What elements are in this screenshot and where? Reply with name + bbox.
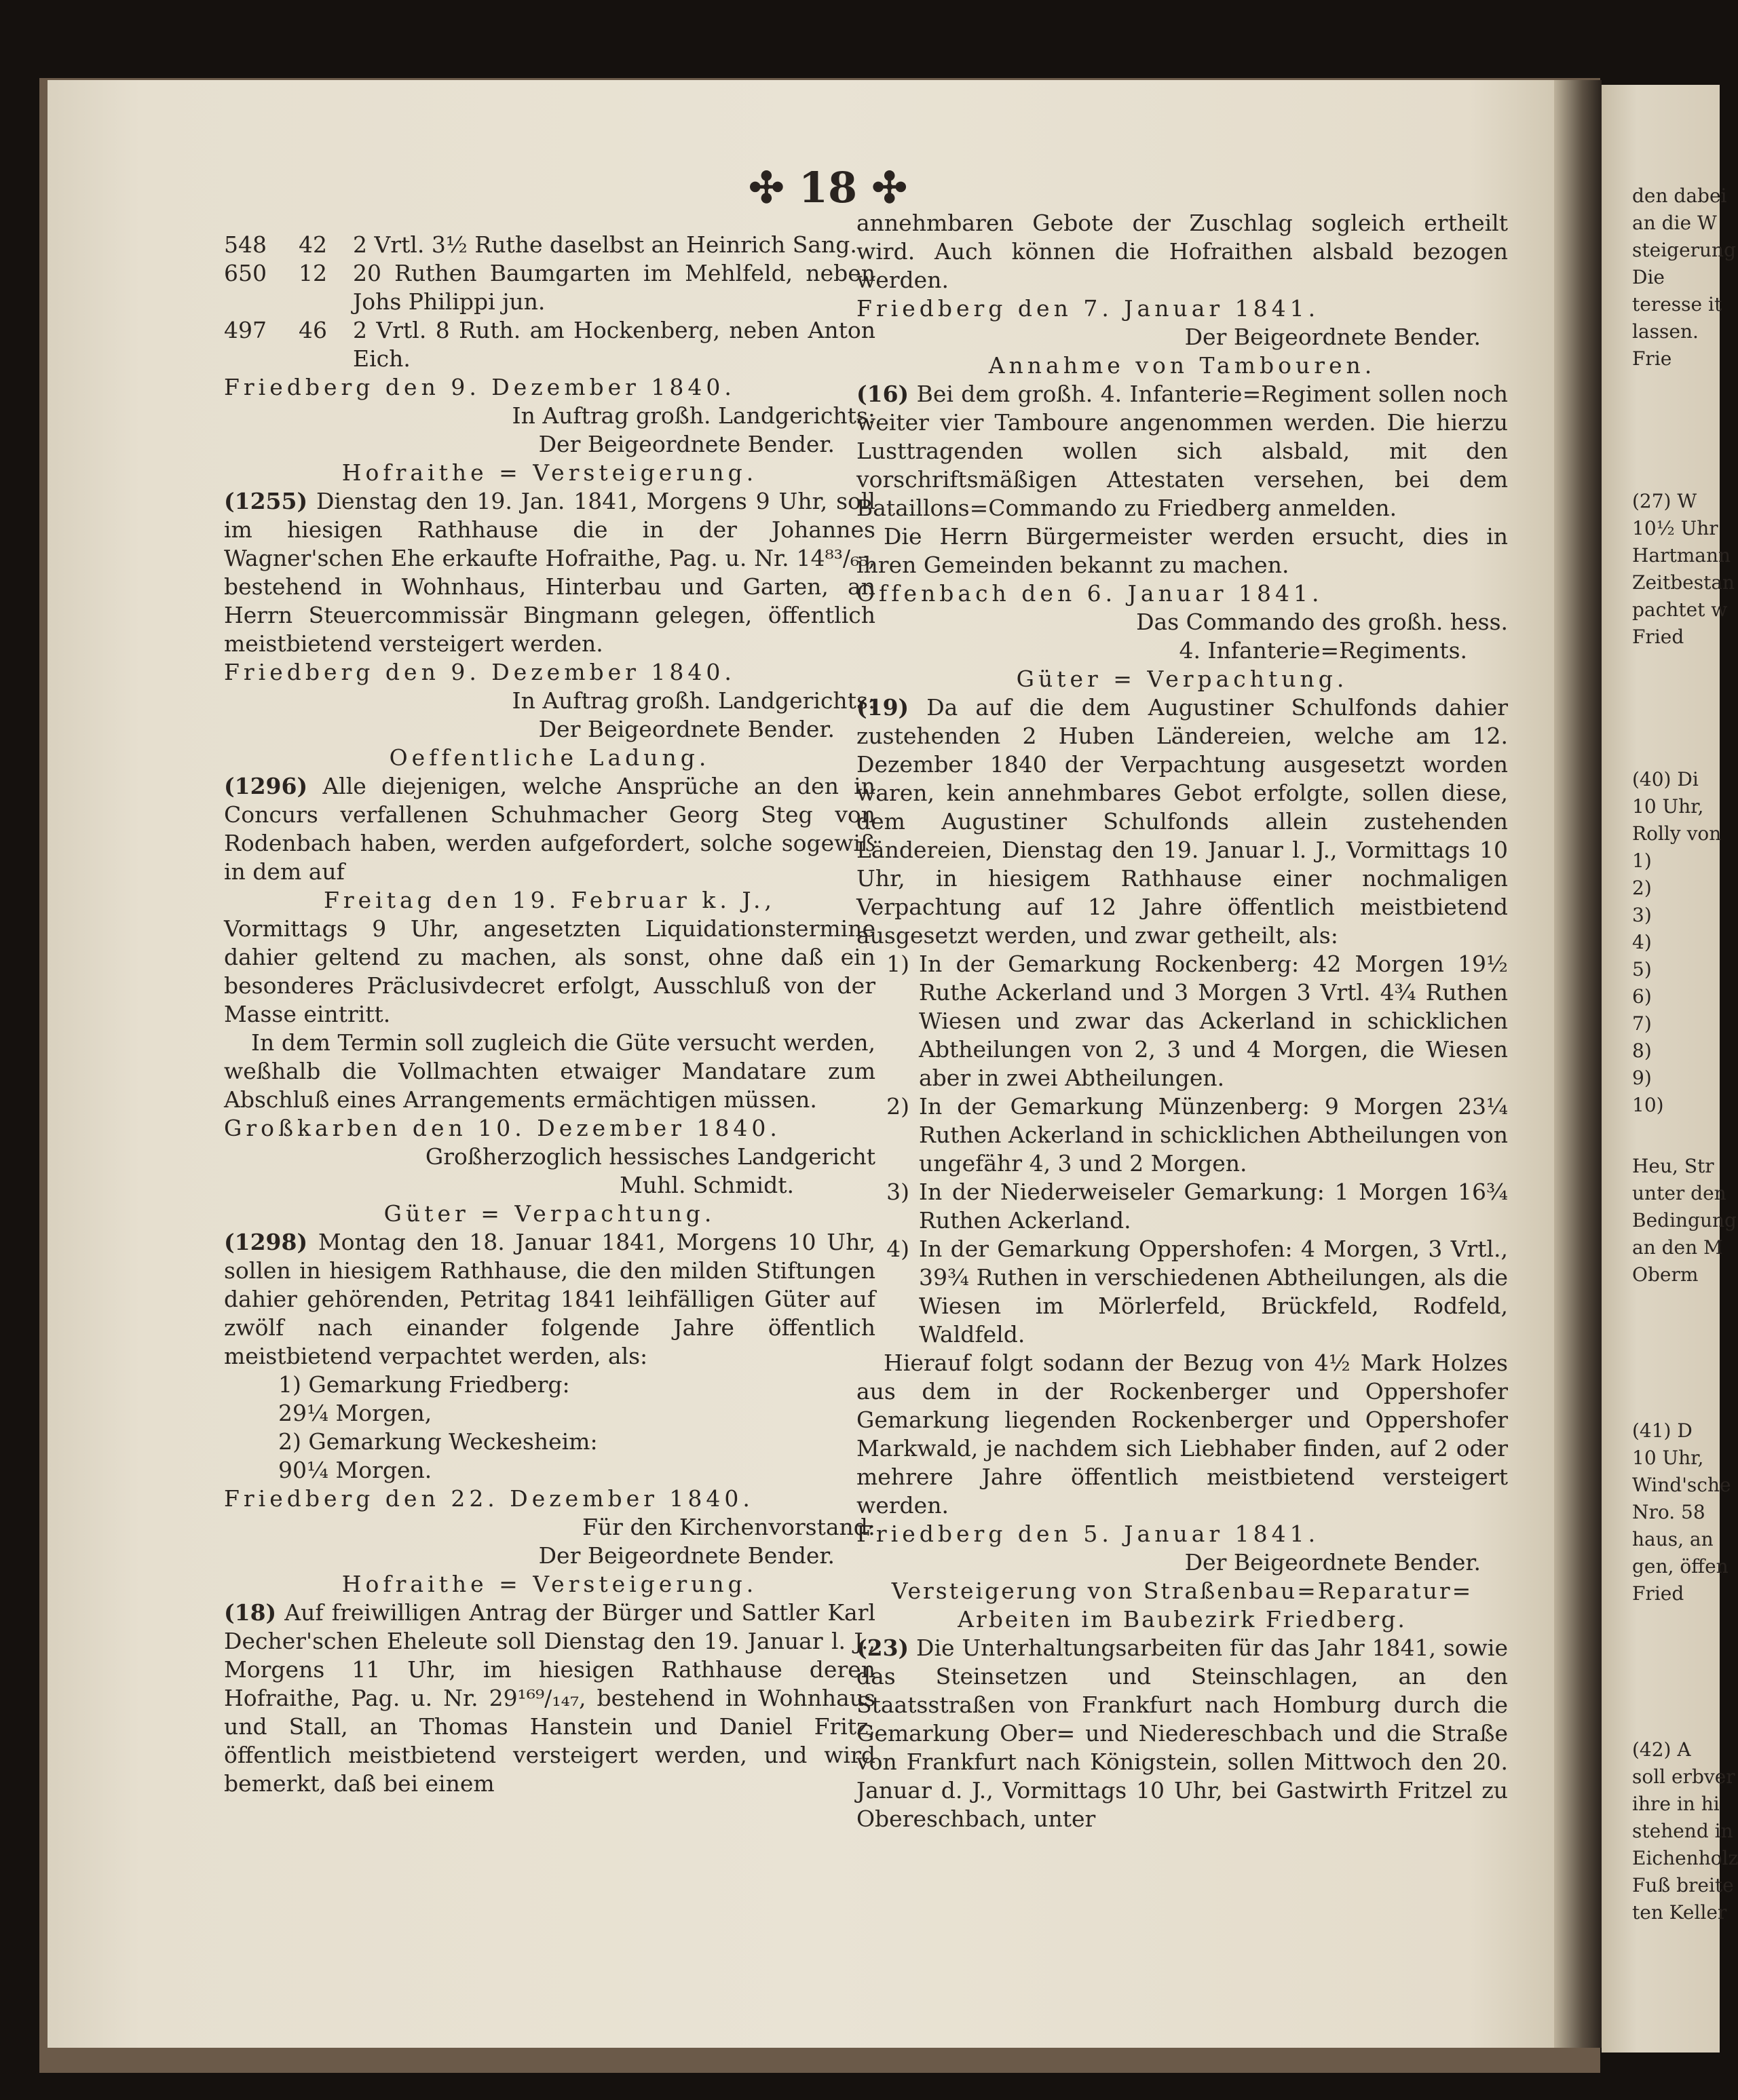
- next-page-fragment: gen, öffen: [1632, 1555, 1728, 1578]
- row-number: 548: [224, 231, 267, 258]
- next-page-fragment: 10½ Uhr: [1632, 517, 1718, 539]
- notice-heading: Güter = Verpachtung.: [383, 1200, 716, 1227]
- next-page-fragment: steigerung: [1632, 239, 1737, 261]
- item-text: In der Gemarkung Rockenberg: 42 Morgen 19½ Ruthe Ackerland und 3 Morgen 3 Vrtl. 4¾ Ruthen Wiesen und zwar das Ackerland in schicklichen Abtheilungen von 2, 3 und 4 Morgen, die Wiesen aber in zwei Abtheilungen.: [919, 951, 1508, 1091]
- list-row: [224, 259, 875, 316]
- row-text: 2 Vrtl. 8 Ruth. am Hockenberg, neben Anton Eich.: [353, 317, 875, 372]
- next-page-fragment: Bedingung: [1632, 1209, 1737, 1232]
- next-page-fragment: unter den: [1632, 1182, 1726, 1204]
- notice-authority: Großherzoglich hessisches Landgericht: [425, 1143, 875, 1170]
- notice-body: [224, 487, 875, 658]
- notice-date-emphasis: Freitag den 19. Februar k. J.,: [323, 887, 776, 913]
- notice-number: (1296): [224, 773, 308, 799]
- row-page: 42: [299, 231, 327, 258]
- notice-text: Hierauf folgt sodann der Bezug von 4½ Mark Holzes aus dem in der Rockenberger und Oppershofer Gemarkung liegenden Rockenberger und Oppershofer Markwald, je nachdem sich Liebhaber finden, auf 2 oder mehrere Jahre öffentlich meistbietend versteigert werden.: [856, 1350, 1508, 1519]
- next-page-fragment: pachtet w: [1632, 598, 1728, 621]
- notice-text: Die Unterhaltungsarbeiten für das Jahr 1841, sowie das Steinsetzen und Steinschlagen, an den Staatsstraßen von Frankfurt nach Homburg durch die Gemarkung Ober= und Niedereschbach und die Straße von Frankfurt nach Königstein, sollen Mittwoch den 20. Januar d. J., Vormittags 10 Uhr, bei Gastwirth Fritzel zu Obereschbach, unter: [856, 1635, 1508, 1832]
- notice-text: Vormittags 9 Uhr, angesetzten Liquidationstermine dahier geltend zu machen, als sonst, ohne daß ein besonderes Präclusivdecret erfolgt, Ausschluß von der Masse eintritt.: [224, 915, 875, 1027]
- notice-date: Großkarben den 10. Dezember 1840.: [224, 1115, 781, 1141]
- next-page-fragment: 10 Uhr,: [1632, 795, 1704, 818]
- page-number-value: 18: [798, 163, 858, 212]
- next-page-fragment: Wind'sche: [1632, 1474, 1731, 1496]
- notice-authority: Für den Kirchenvorstand:: [582, 1514, 875, 1540]
- next-page-fragment: an den M: [1632, 1236, 1723, 1259]
- notice-signature: Der Beigeordnete Bender.: [538, 716, 835, 742]
- next-page-fragment: (42) A: [1632, 1738, 1691, 1761]
- notice-body: [224, 1228, 875, 1371]
- notice-date: Friedberg den 22. Dezember 1840.: [224, 1485, 754, 1512]
- row-page: 12: [299, 260, 327, 286]
- next-page-fragment: den dabei: [1632, 185, 1727, 207]
- next-page-fragment: stehend in: [1632, 1820, 1733, 1842]
- notice-body: [224, 1599, 875, 1798]
- row-text: 2 Vrtl. 3½ Ruthe daselbst an Heinrich Sang.: [353, 231, 857, 258]
- notice-date: Friedberg den 9. Dezember 1840.: [224, 374, 736, 400]
- next-page-fragment: 10): [1632, 1094, 1664, 1116]
- item-number: 4): [886, 1236, 909, 1262]
- notice-list-value: 90¼ Morgen.: [278, 1457, 432, 1483]
- right-column: [856, 209, 1508, 1833]
- next-page-fragment: Heu, Str: [1632, 1155, 1714, 1177]
- notice-number: (23): [856, 1635, 909, 1661]
- notice-text: Die Herrn Bürgermeister werden ersucht, dies in ihren Gemeinden bekannt zu machen.: [856, 523, 1508, 578]
- item-text: In der Gemarkung Oppershofen: 4 Morgen, 3 Vrtl., 39¾ Ruthen in verschiedenen Abtheilungen, als die Wiesen im Mörlerfeld, Brückfeld, Rodfeld, Waldfeld.: [919, 1236, 1508, 1348]
- next-page-fragment: 6): [1632, 985, 1652, 1008]
- next-page-fragment: 3): [1632, 904, 1652, 926]
- next-page-fragment: Eichenholz: [1632, 1847, 1738, 1869]
- notice-list-item: [856, 1092, 1508, 1178]
- notice-number: (16): [856, 381, 909, 407]
- notice-text: Bei dem großh. 4. Infanterie=Regiment sollen noch weiter vier Tamboure angenommen werden. Die hierzu Lusttragenden wollen sich alsbald, mit den vorschriftsmäßigen Attestaten versehen, bei dem Bataillons=Commando zu Friedberg anmelden.: [856, 381, 1508, 521]
- book-gutter: [1554, 80, 1602, 2048]
- row-number: 650: [224, 260, 267, 286]
- next-page-fragment: Oberm: [1632, 1263, 1699, 1286]
- notice-body: [856, 380, 1508, 522]
- notice-list-item: [856, 1235, 1508, 1349]
- notice-list-value: 29¼ Morgen,: [278, 1400, 432, 1426]
- notice-heading: Hofraithe = Versteigerung.: [341, 1571, 758, 1597]
- notice-text: Alle diejenigen, welche Ansprüche an den in Concurs verfallenen Schuhmacher Georg Steg von Rodenbach haben, werden aufgefordert, solche sogewiß in dem auf: [224, 773, 875, 885]
- item-number: 2): [886, 1093, 909, 1120]
- next-page-fragment: 8): [1632, 1039, 1652, 1062]
- notice-number: (1298): [224, 1229, 308, 1255]
- notice-text: Dienstag den 19. Jan. 1841, Morgens 9 Uhr, soll im hiesigen Rathhause die in der Johannes Wagner'schen Ehe erkaufte Hofraithe, Pag. u. Nr. 14⁸³/₆₅, bestehend in Wohnhaus, Hinterbau und Garten, an Herrn Steuercommissär Bingmann gelegen, öffentlich meistbietend versteigert werden.: [224, 488, 875, 657]
- next-page-fragment: 5): [1632, 958, 1652, 980]
- left-column: [224, 231, 875, 1798]
- notice-signature: Der Beigeordnete Bender.: [1184, 1549, 1481, 1576]
- notice-date: Friedberg den 9. Dezember 1840.: [224, 659, 736, 685]
- row-page: 46: [299, 317, 327, 343]
- notice-authority: In Auftrag großh. Landgerichts:: [512, 402, 875, 429]
- notice-signature: 4. Infanterie=Regiments.: [1179, 637, 1467, 664]
- notice-heading: Hofraithe = Versteigerung.: [341, 459, 758, 486]
- list-row: [224, 316, 875, 373]
- item-number: 1): [886, 951, 909, 977]
- next-page-fragment: 2): [1632, 877, 1652, 899]
- notice-heading: Oeffentliche Ladung.: [389, 744, 711, 771]
- notice-continuation: annehmbaren Gebote der Zuschlag sogleich ertheilt wird. Auch können die Hofraithen alsbald bezogen werden.: [856, 210, 1508, 293]
- notice-number: (19): [856, 694, 909, 721]
- next-page-fragment: Fuß breite: [1632, 1874, 1734, 1896]
- notice-number: (1255): [224, 488, 308, 514]
- notice-body: [856, 693, 1508, 950]
- next-page-fragment: Rolly von: [1632, 822, 1722, 845]
- next-page-fragment: lassen.: [1632, 320, 1699, 343]
- notice-heading: Arbeiten im Baubezirk Friedberg.: [958, 1606, 1407, 1633]
- item-text: In der Niederweiseler Gemarkung: 1 Morgen 16¾ Ruthen Ackerland.: [919, 1179, 1508, 1234]
- list-row: [224, 231, 875, 259]
- next-page-fragment: 4): [1632, 931, 1652, 953]
- next-page-fragment: Fried: [1632, 626, 1684, 648]
- notice-heading: Versteigerung von Straßenbau=Reparatur=: [891, 1578, 1473, 1604]
- next-page-fragment: 7): [1632, 1012, 1652, 1035]
- notice-text: Montag den 18. Januar 1841, Morgens 10 Uhr, sollen in hiesigem Rathhause, die den milden Stiftungen dahier gehörenden, Petritag 1841 leihfälligen Güter auf zwölf nach einander folgende Jahre öffentlich meistbietend verpachtet werden, als:: [224, 1229, 875, 1369]
- notice-signature: Der Beigeordnete Bender.: [538, 431, 835, 457]
- next-page-fragment: Zeitbestan: [1632, 571, 1735, 594]
- notice-list-item: 2) Gemarkung Weckesheim:: [278, 1428, 598, 1455]
- notice-signature: Muhl. Schmidt.: [620, 1172, 794, 1198]
- notice-text: Da auf die dem Augustiner Schulfonds dahier zustehenden 2 Huben Ländereien, welche am 12. Dezember 1840 der Verpachtung ausgesetzt worden waren, kein annehmbares Gebot erfolgte, sollen diese, dem Augustiner Schulfonds allein zustehenden Ländereien, Dienstag den 19. Januar l. J., Vormittags 10 Uhr, in hiesigem Rathhause einer nochmaligen Verpachtung auf 12 Jahre öffentlich meistbietend ausgesetzt werden, und zwar getheilt, als:: [856, 694, 1508, 949]
- notice-heading: Güter = Verpachtung.: [1016, 666, 1348, 692]
- notice-body: [856, 1634, 1508, 1833]
- notice-signature: Der Beigeordnete Bender.: [1184, 324, 1481, 350]
- notice-signature: Der Beigeordnete Bender.: [538, 1542, 835, 1569]
- next-page-fragment: ihre in hi: [1632, 1793, 1720, 1815]
- next-page-fragment: soll erbver: [1632, 1765, 1735, 1788]
- notice-number: (18): [224, 1599, 277, 1626]
- page-number: ✣ 18 ✣: [749, 163, 907, 212]
- notice-date: Friedberg den 7. Januar 1841.: [856, 295, 1320, 322]
- next-page-fragment: 1): [1632, 849, 1652, 872]
- notice-signature: Das Commando des großh. hess.: [1136, 609, 1508, 635]
- next-page-fragment: (40) Di: [1632, 768, 1699, 790]
- next-page-fragment: (27) W: [1632, 490, 1697, 512]
- next-page-fragment: (41) D: [1632, 1419, 1693, 1442]
- next-page-fragment: 9): [1632, 1067, 1652, 1089]
- notice-date: Friedberg den 5. Januar 1841.: [856, 1521, 1320, 1547]
- notice-text: In dem Termin soll zugleich die Güte versucht werden, weßhalb die Vollmachten etwaiger Mandatare zum Abschluß eines Arrangements ermächtigen müssen.: [224, 1029, 875, 1113]
- item-number: 3): [886, 1179, 909, 1205]
- item-text: In der Gemarkung Münzenberg: 9 Morgen 23¼ Ruthen Ackerland in schicklichen Abtheilungen von ungefähr 4, 3 und 2 Morgen.: [919, 1093, 1508, 1177]
- notice-list-item: 1) Gemarkung Friedberg:: [278, 1371, 570, 1398]
- row-text: 20 Ruthen Baumgarten im Mehlfeld, neben Johs Philippi jun.: [353, 260, 875, 315]
- next-page-fragment: Hartmann: [1632, 544, 1731, 567]
- notice-authority: In Auftrag großh. Landgerichts:: [512, 687, 875, 714]
- notice-body: [224, 772, 875, 886]
- next-page-fragment: Frie: [1632, 347, 1672, 370]
- next-page-fragment: Nro. 58: [1632, 1501, 1705, 1523]
- notice-text: Auf freiwilligen Antrag der Bürger und Sattler Karl Decher'schen Eheleute soll Dienstag den 19. Januar l. J., Morgens 11 Uhr, im hiesigen Rathhause deren Hofraithe, Pag. u. Nr. 29¹⁶⁹/₁₄₇, bestehend in Wohnhaus und Stall, an Thomas Hanstein und Daniel Fritz, öffentlich meistbietend versteigert werden, und wird bemerkt, daß bei einem: [224, 1599, 875, 1797]
- notice-list-item: [856, 1178, 1508, 1235]
- next-page-fragment: Fried: [1632, 1582, 1684, 1605]
- notice-list-item: [856, 950, 1508, 1092]
- next-page-fragment: 10 Uhr,: [1632, 1447, 1704, 1469]
- next-page-fragment: ten Keller: [1632, 1901, 1727, 1924]
- next-page-fragment: an die W: [1632, 212, 1717, 234]
- next-page-fragment: Die: [1632, 266, 1665, 288]
- notice-date: Offenbach den 6. Januar 1841.: [856, 580, 1323, 607]
- next-page-fragment: haus, an: [1632, 1528, 1714, 1550]
- next-page-fragment: teresse it: [1632, 293, 1722, 316]
- notice-heading: Annahme von Tambouren.: [988, 352, 1376, 379]
- row-number: 497: [224, 317, 267, 343]
